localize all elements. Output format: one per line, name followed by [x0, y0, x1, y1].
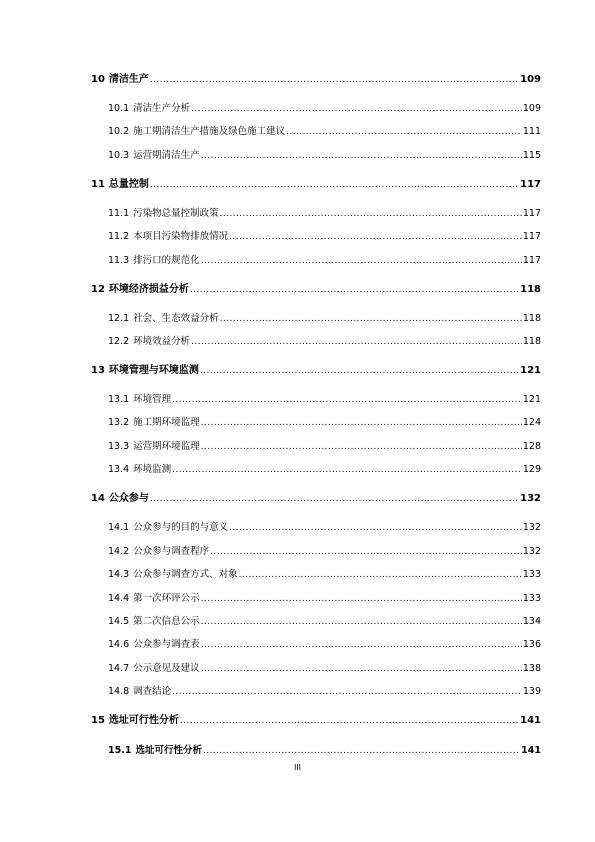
toc-entry-10-1[interactable]: [108, 102, 541, 116]
toc-entry-13-2[interactable]: [108, 416, 541, 430]
toc-dot-leader: [239, 568, 522, 582]
toc-entry-14[interactable]: [91, 492, 541, 506]
toc-entry-page: 133: [522, 569, 541, 580]
toc-entry-title: 公众参与的目的与意义: [133, 522, 229, 533]
toc-dot-leader: [201, 615, 522, 629]
toc-dot-leader: [150, 178, 519, 192]
toc-entry-title: 清洁生产分析: [133, 103, 191, 114]
toc-entry-number: 10.1: [108, 103, 130, 114]
toc-entry-page: 117: [520, 179, 541, 190]
toc-entry-12-1[interactable]: [108, 312, 541, 326]
toc-entry-13-4[interactable]: [108, 463, 541, 477]
toc-entry-number: 14.3: [108, 569, 130, 580]
toc-entry-page: 138: [522, 663, 541, 674]
toc-entry-title: 施工期清洁生产措施及绿色施工建议: [133, 126, 286, 137]
toc-dot-leader: [191, 335, 522, 349]
toc-entry-page: 128: [522, 441, 541, 452]
toc-entry-14-2[interactable]: [108, 545, 541, 559]
toc-entry-number: 12.2: [108, 336, 130, 347]
toc-dot-leader: [220, 312, 522, 326]
toc-entry-page: 109: [522, 103, 541, 114]
toc-entry-number: 13: [91, 365, 105, 376]
toc-entry-12-2[interactable]: [108, 335, 541, 349]
toc-entry-title: 排污口的规范化: [133, 255, 200, 266]
toc-dot-leader: [190, 283, 519, 297]
toc-dot-leader: [201, 662, 522, 676]
toc-entry-page: 132: [522, 546, 541, 557]
toc-entry-title: 公众参与调查方式、对象: [133, 569, 238, 580]
toc-entry-number: 12: [91, 284, 105, 295]
toc-entry-title: 运营期清洁生产: [133, 150, 200, 161]
toc-dot-leader: [200, 364, 519, 378]
toc-entry-page: 115: [522, 150, 541, 161]
toc-dot-leader: [220, 207, 522, 221]
toc-entry-title: 公示意见及建议: [133, 663, 200, 674]
toc-entry-14-1[interactable]: [108, 521, 541, 535]
toc-entry-title: 公众参与: [108, 493, 149, 504]
toc-entry-15[interactable]: [91, 714, 541, 728]
toc-entry-number: 10: [91, 74, 105, 85]
toc-entry-page: 118: [522, 313, 541, 324]
toc-entry-number: 13.2: [108, 417, 130, 428]
toc-entry-14-6[interactable]: [108, 638, 541, 652]
toc-dot-leader: [172, 393, 522, 407]
page-number: III: [293, 762, 302, 772]
toc-entry-number: 11.1: [108, 208, 130, 219]
toc-entry-title: 环境效益分析: [133, 336, 191, 347]
toc-dot-leader: [203, 744, 520, 758]
toc-entry-number: 14.4: [108, 593, 130, 604]
toc-entry-number: 13.3: [108, 441, 130, 452]
toc-entry-number: 15.1: [108, 745, 132, 756]
toc-entry-number: 15: [91, 715, 105, 726]
toc-entry-title: 污染物总量控制政策: [133, 208, 219, 219]
toc-dot-leader: [210, 545, 522, 559]
toc-entry-page: 141: [520, 715, 541, 726]
toc-dot-leader: [201, 416, 522, 430]
toc-entry-page: 134: [522, 616, 541, 627]
toc-entry-page: 117: [522, 208, 541, 219]
toc-dot-leader: [229, 230, 522, 244]
toc-entry-page: 121: [520, 365, 541, 376]
toc-entry-11-3[interactable]: [108, 254, 541, 268]
toc-entry-title: 运营期环境监理: [133, 441, 200, 452]
toc-entry-title: 总量控制: [108, 179, 149, 190]
toc-entry-title: 第一次环评公示: [133, 593, 200, 604]
toc-entry-number: 10.3: [108, 150, 130, 161]
toc-entry-number: 14.7: [108, 663, 130, 674]
toc-entry-number: 14.8: [108, 686, 130, 697]
toc-entry-number: 14: [91, 493, 105, 504]
toc-entry-number: 12.1: [108, 313, 130, 324]
toc-dot-leader: [201, 254, 522, 268]
toc-dot-leader: [286, 125, 522, 139]
toc-entry-page: 139: [522, 686, 541, 697]
toc-entry-number: 14.1: [108, 522, 130, 533]
toc-entry-number: 14.2: [108, 546, 130, 557]
toc-entry-title: 社会、生态效益分析: [133, 313, 219, 324]
toc-entry-page: 117: [522, 231, 541, 242]
toc-dot-leader: [201, 638, 522, 652]
toc-dot-leader: [201, 149, 522, 163]
toc-entry-title: 本项目污染物排放情况: [133, 231, 229, 242]
toc-entry-number: 14.6: [108, 639, 130, 650]
toc-entry-number: 13.1: [108, 394, 130, 405]
toc-dot-leader: [150, 73, 519, 87]
toc-entry-12[interactable]: [91, 283, 541, 297]
toc-entry-number: 13.4: [108, 464, 130, 475]
toc-entry-11-1[interactable]: [108, 207, 541, 221]
toc-entry-title: 环境管理与环境监测: [108, 365, 199, 376]
toc-entry-number: 11.3: [108, 255, 130, 266]
toc-entry-11[interactable]: [91, 178, 541, 192]
toc-entry-13-3[interactable]: [108, 440, 541, 454]
toc-entry-10[interactable]: [91, 73, 541, 87]
toc-entry-number: 11.2: [108, 231, 130, 242]
toc-entry-13-1[interactable]: [108, 393, 541, 407]
toc-entry-11-2[interactable]: [108, 230, 541, 244]
toc-entry-number: 11: [91, 179, 105, 190]
toc-dot-leader: [229, 521, 522, 535]
toc-entry-page: 117: [522, 255, 541, 266]
toc-entry-14-5[interactable]: [108, 615, 541, 629]
toc-entry-title: 调查结论: [133, 686, 172, 697]
toc-dot-leader: [150, 492, 519, 506]
toc-entry-title: 公众参与调查程序: [133, 546, 210, 557]
toc-entry-title: 清洁生产: [108, 74, 149, 85]
toc-entry-page: 133: [522, 593, 541, 604]
toc-dot-leader: [172, 463, 522, 477]
toc-entry-title: 选址可行性分析: [135, 745, 202, 756]
toc-entry-title: 第二次信息公示: [133, 616, 200, 627]
toc-entry-10-2[interactable]: [108, 125, 541, 139]
toc-entry-page: 121: [522, 394, 541, 405]
toc-entry-14-7[interactable]: [108, 662, 541, 676]
toc-entry-10-3[interactable]: [108, 149, 541, 163]
toc-entry-title: 施工期环境监理: [133, 417, 200, 428]
toc-entry-page: 109: [520, 74, 541, 85]
toc-entry-14-3[interactable]: [108, 568, 541, 582]
toc-entry-number: 14.5: [108, 616, 130, 627]
toc-entry-page: 132: [522, 522, 541, 533]
toc-dot-leader: [201, 440, 522, 454]
toc-entry-14-4[interactable]: [108, 592, 541, 606]
toc-entry-title: 环境监测: [133, 464, 172, 475]
toc-entry-page: 124: [522, 417, 541, 428]
toc-entry-page: 132: [520, 493, 541, 504]
toc-entry-page: 118: [520, 284, 541, 295]
toc-entry-page: 111: [522, 126, 541, 137]
toc-entry-page: 141: [521, 745, 541, 756]
toc-entry-title: 环境管理: [133, 394, 172, 405]
toc-entry-13[interactable]: [91, 364, 541, 378]
toc-entry-page: 118: [522, 336, 541, 347]
toc-dot-leader: [180, 714, 519, 728]
toc-entry-page: 136: [522, 639, 541, 650]
toc-entry-15-1[interactable]: [108, 744, 541, 758]
toc-entry-14-8[interactable]: [108, 685, 541, 699]
toc-entry-number: 10.2: [108, 126, 130, 137]
toc-dot-leader: [201, 592, 522, 606]
toc-entry-title: 选址可行性分析: [108, 715, 179, 726]
toc-dot-leader: [172, 685, 522, 699]
toc-dot-leader: [191, 102, 522, 116]
toc-entry-title: 公众参与调查表: [133, 639, 200, 650]
toc-entry-page: 129: [522, 464, 541, 475]
toc-entry-title: 环境经济损益分析: [108, 284, 189, 295]
